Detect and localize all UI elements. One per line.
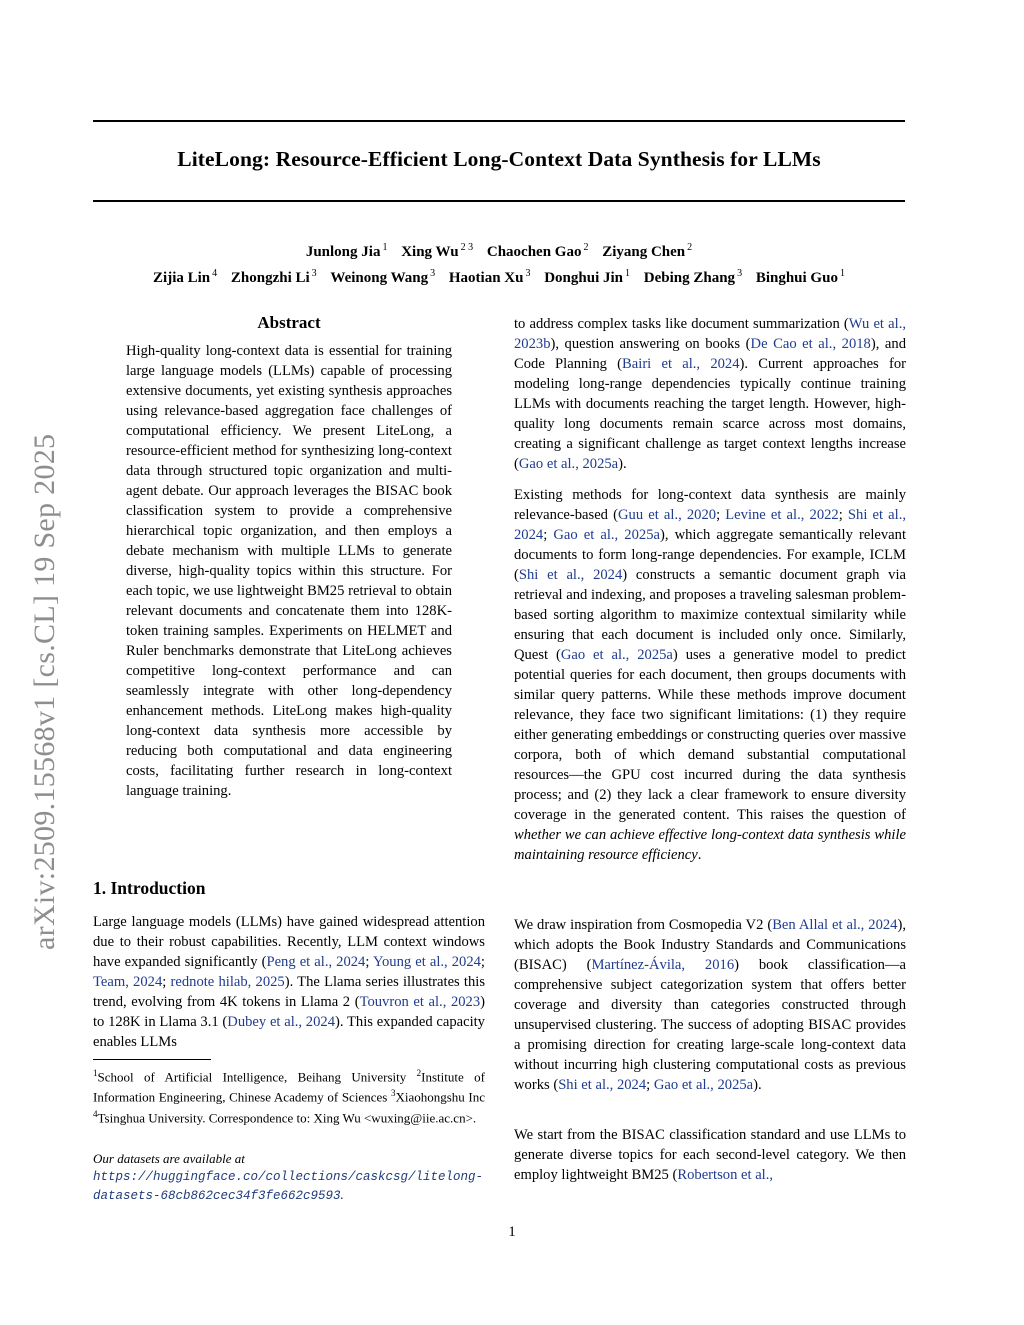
dataset-url-link[interactable]: https://huggingface.co/collections/caskcsg/litelong-datasets-68cb862cec34f3fe662c9593	[93, 1170, 484, 1203]
citation-link[interactable]: Martínez-Ávila, 2016	[591, 957, 735, 973]
citation-link[interactable]: Team, 2024	[93, 974, 163, 990]
author: Chaochen Gao $^2$	[486, 242, 589, 260]
citation-link[interactable]: Ben Allal et al., 2024	[772, 917, 898, 933]
author: Xing Wu $^{2 3}$	[401, 242, 474, 260]
author: Debing Zhang $^3$	[643, 268, 743, 286]
author: Donghui Jin $^1$	[544, 268, 631, 286]
citation-link[interactable]: Wu et al., 2023b	[514, 316, 906, 352]
citation-link[interactable]: Shi et al., 2024	[518, 567, 623, 583]
author: Zhongzhi Li $^3$	[230, 268, 317, 286]
citation-link[interactable]: Dubey et al., 2024	[227, 1014, 335, 1030]
abstract-text: High-quality long-context data is essential for training large language models (LLMs) capable of processing extensive documents, yet existing synthesis approaches using relevance-based aggregation face challenges of computational efficiency. We present LiteLong, a resource-efficient method for synthesizing long-context data through structured topic organization and multi-agent debate. Our approach leverages the BISAC book classification system to provide a comprehensive hierarchical topic organization, and then employs a debate mechanism with multiple LLMs to generate diverse, high-quality topics within this structure. For each topic, we use lightweight BM25 retrieval to obtain relevant documents and concatenate them into 128K-token training samples. Experiments on HELMET and Ruler benchmarks demonstrate that LiteLong achieves competitive long-context performance and can seamlessly integrate with other long-dependency enhancement methods. LiteLong makes high-quality long-context data synthesis more accessible by reducing both computational and data engineering costs, facilitating further research in long-context language training.	[126, 343, 452, 799]
author: Weinong Wang $^3$	[330, 268, 436, 286]
author-list	[93, 237, 905, 289]
citation-link[interactable]: Levine et al., 2022	[725, 507, 839, 523]
citation-link[interactable]: Young et al., 2024	[372, 954, 481, 970]
dataset-availability-note: Our datasets are available at https://huggingface.co/collections/caskcsg/litelong-datasets-68cb862cec34f3fe662c9593.	[93, 1151, 484, 1203]
cosmopedia-paragraph: We draw inspiration from Cosmopedia V2 (Ben Allal et al., 2024), which adopts the Book Industry Standards and Communications (BISAC) (Martínez-Ávila, 2016) book classification—a comprehensive subject categorization system that offers better coverage and diversity than categories constructed through unsupervised clustering. The success of adopting BISAC provides a promising direction for creating large-scale long-context data without incurring high clustering computational costs as previous works (Shi et al., 2024; Gao et al., 2025a).	[514, 917, 906, 1093]
research-question: whether we can achieve effective long-context data synthesis while maintaining resource efficiency	[514, 827, 906, 863]
author-row-1	[93, 237, 905, 263]
arxiv-side-stamp: arXiv:2509.15568v1 [cs.CL] 19 Sep 2025	[28, 433, 61, 950]
citation-link[interactable]: Robertson et al.,	[677, 1167, 774, 1183]
author: Ziyang Chen $^2$	[602, 242, 693, 260]
title-bottom-rule	[93, 200, 905, 202]
author-row-2	[93, 263, 905, 289]
citation-link[interactable]: Shi et al., 2024	[514, 507, 906, 543]
approach-paragraph: We start from the BISAC classification standard and use LLMs to generate diverse topics for each second-level category. We then employ lightweight BM25 (Robertson et al.,	[514, 1127, 906, 1183]
footnote-rule	[93, 1059, 211, 1060]
intro-paragraph-continued: to address complex tasks like document summarization (Wu et al., 2023b), question answering on books (De Cao et al., 2018), and Code Planning (Bairi et al., 2024). Current approaches for modeling long-range dependencies typically continue training LLMs with documents reaching the target length. However, high-quality long documents remain scarce across most domains, creating a significant challenge as target context lengths increase (Gao et al., 2025a).	[514, 316, 906, 472]
citation-link[interactable]: Peng et al., 2024	[266, 954, 366, 970]
author: Binghui Guo $^1$	[755, 268, 845, 286]
citation-link[interactable]: Shi et al., 2024	[558, 1077, 647, 1093]
abstract-heading: Abstract	[257, 313, 321, 332]
citation-link[interactable]: Gao et al., 2025a	[653, 1077, 754, 1093]
citation-link[interactable]: Bairi et al., 2024	[622, 356, 740, 372]
introduction-paragraph: Large language models (LLMs) have gained widespread attention due to their robust capabilities. Recently, LLM context windows have expanded significantly (Peng et al., 2024; Young et al., 2024; Team, 2024; rednote hilab, 2025). The Llama series illustrates this trend, evolving from 4K tokens in Llama 2 (Touvron et al., 2023) to 128K in Llama 3.1 (Dubey et al., 2024). This expanded capacity enables LLMs	[93, 914, 486, 1050]
citation-link[interactable]: Gao et al., 2025a	[553, 527, 660, 543]
paper-title: LiteLong: Resource-Efficient Long-Context Data Synthesis for LLMs	[177, 147, 821, 171]
page-number: 1	[508, 1224, 516, 1240]
citation-link[interactable]: Guu et al., 2020	[617, 507, 717, 523]
citation-link[interactable]: De Cao et al., 2018	[750, 336, 871, 352]
citation-link[interactable]: Gao et al., 2025a	[560, 647, 673, 663]
citation-link[interactable]: Gao et al., 2025a	[518, 456, 619, 472]
author: Haotian Xu $^3$	[448, 268, 531, 286]
existing-methods-paragraph: Existing methods for long-context data synthesis are mainly relevance-based (Guu et al., 2020; Levine et al., 2022; Shi et al., 2024; Gao et al., 2025a), which aggregate semantically relevant documents to form long-range dependencies. For example, ICLM (Shi et al., 2024) constructs a semantic document graph via retrieval and indexing, and proposes a traveling salesman problem-based sorting algorithm to maximize contextual similarity while ensuring that each document is included only once. Similarly, Quest (Gao et al., 2025a) uses a generative model to predict potential queries for each document, then groups documents with similar query patterns. While these methods improve document relevance, they face two significant limitations: (1) they require either generating embeddings or constructing queries over massive corpora, both of which demand substantial computational resources—the GPU cost incurred during the data synthesis process; and (2) they lack a clear framework to ensure diversity coverage in the generated content. This raises the question of whether we can achieve effective long-context data synthesis while maintaining resource efficiency.	[514, 487, 907, 863]
citation-link[interactable]: Touvron et al., 2023	[359, 994, 481, 1010]
author: Junlong Jia $^1$	[305, 242, 388, 260]
author: Zijia Lin $^4$	[153, 268, 218, 286]
title-top-rule	[93, 120, 905, 122]
affiliations-footnote: $^1$School of Artificial Intelligence, Beihang University $^2$Institute of Information Engineering, Chinese Academy of Sciences $^3$Xiaohongshu Inc $^4$Tsinghua University. Correspondence to: Xing Wu <wuxing@iie.ac.cn>.	[93, 1068, 486, 1125]
introduction-heading: 1. Introduction	[93, 878, 206, 898]
citation-link[interactable]: rednote hilab, 2025	[170, 974, 285, 990]
